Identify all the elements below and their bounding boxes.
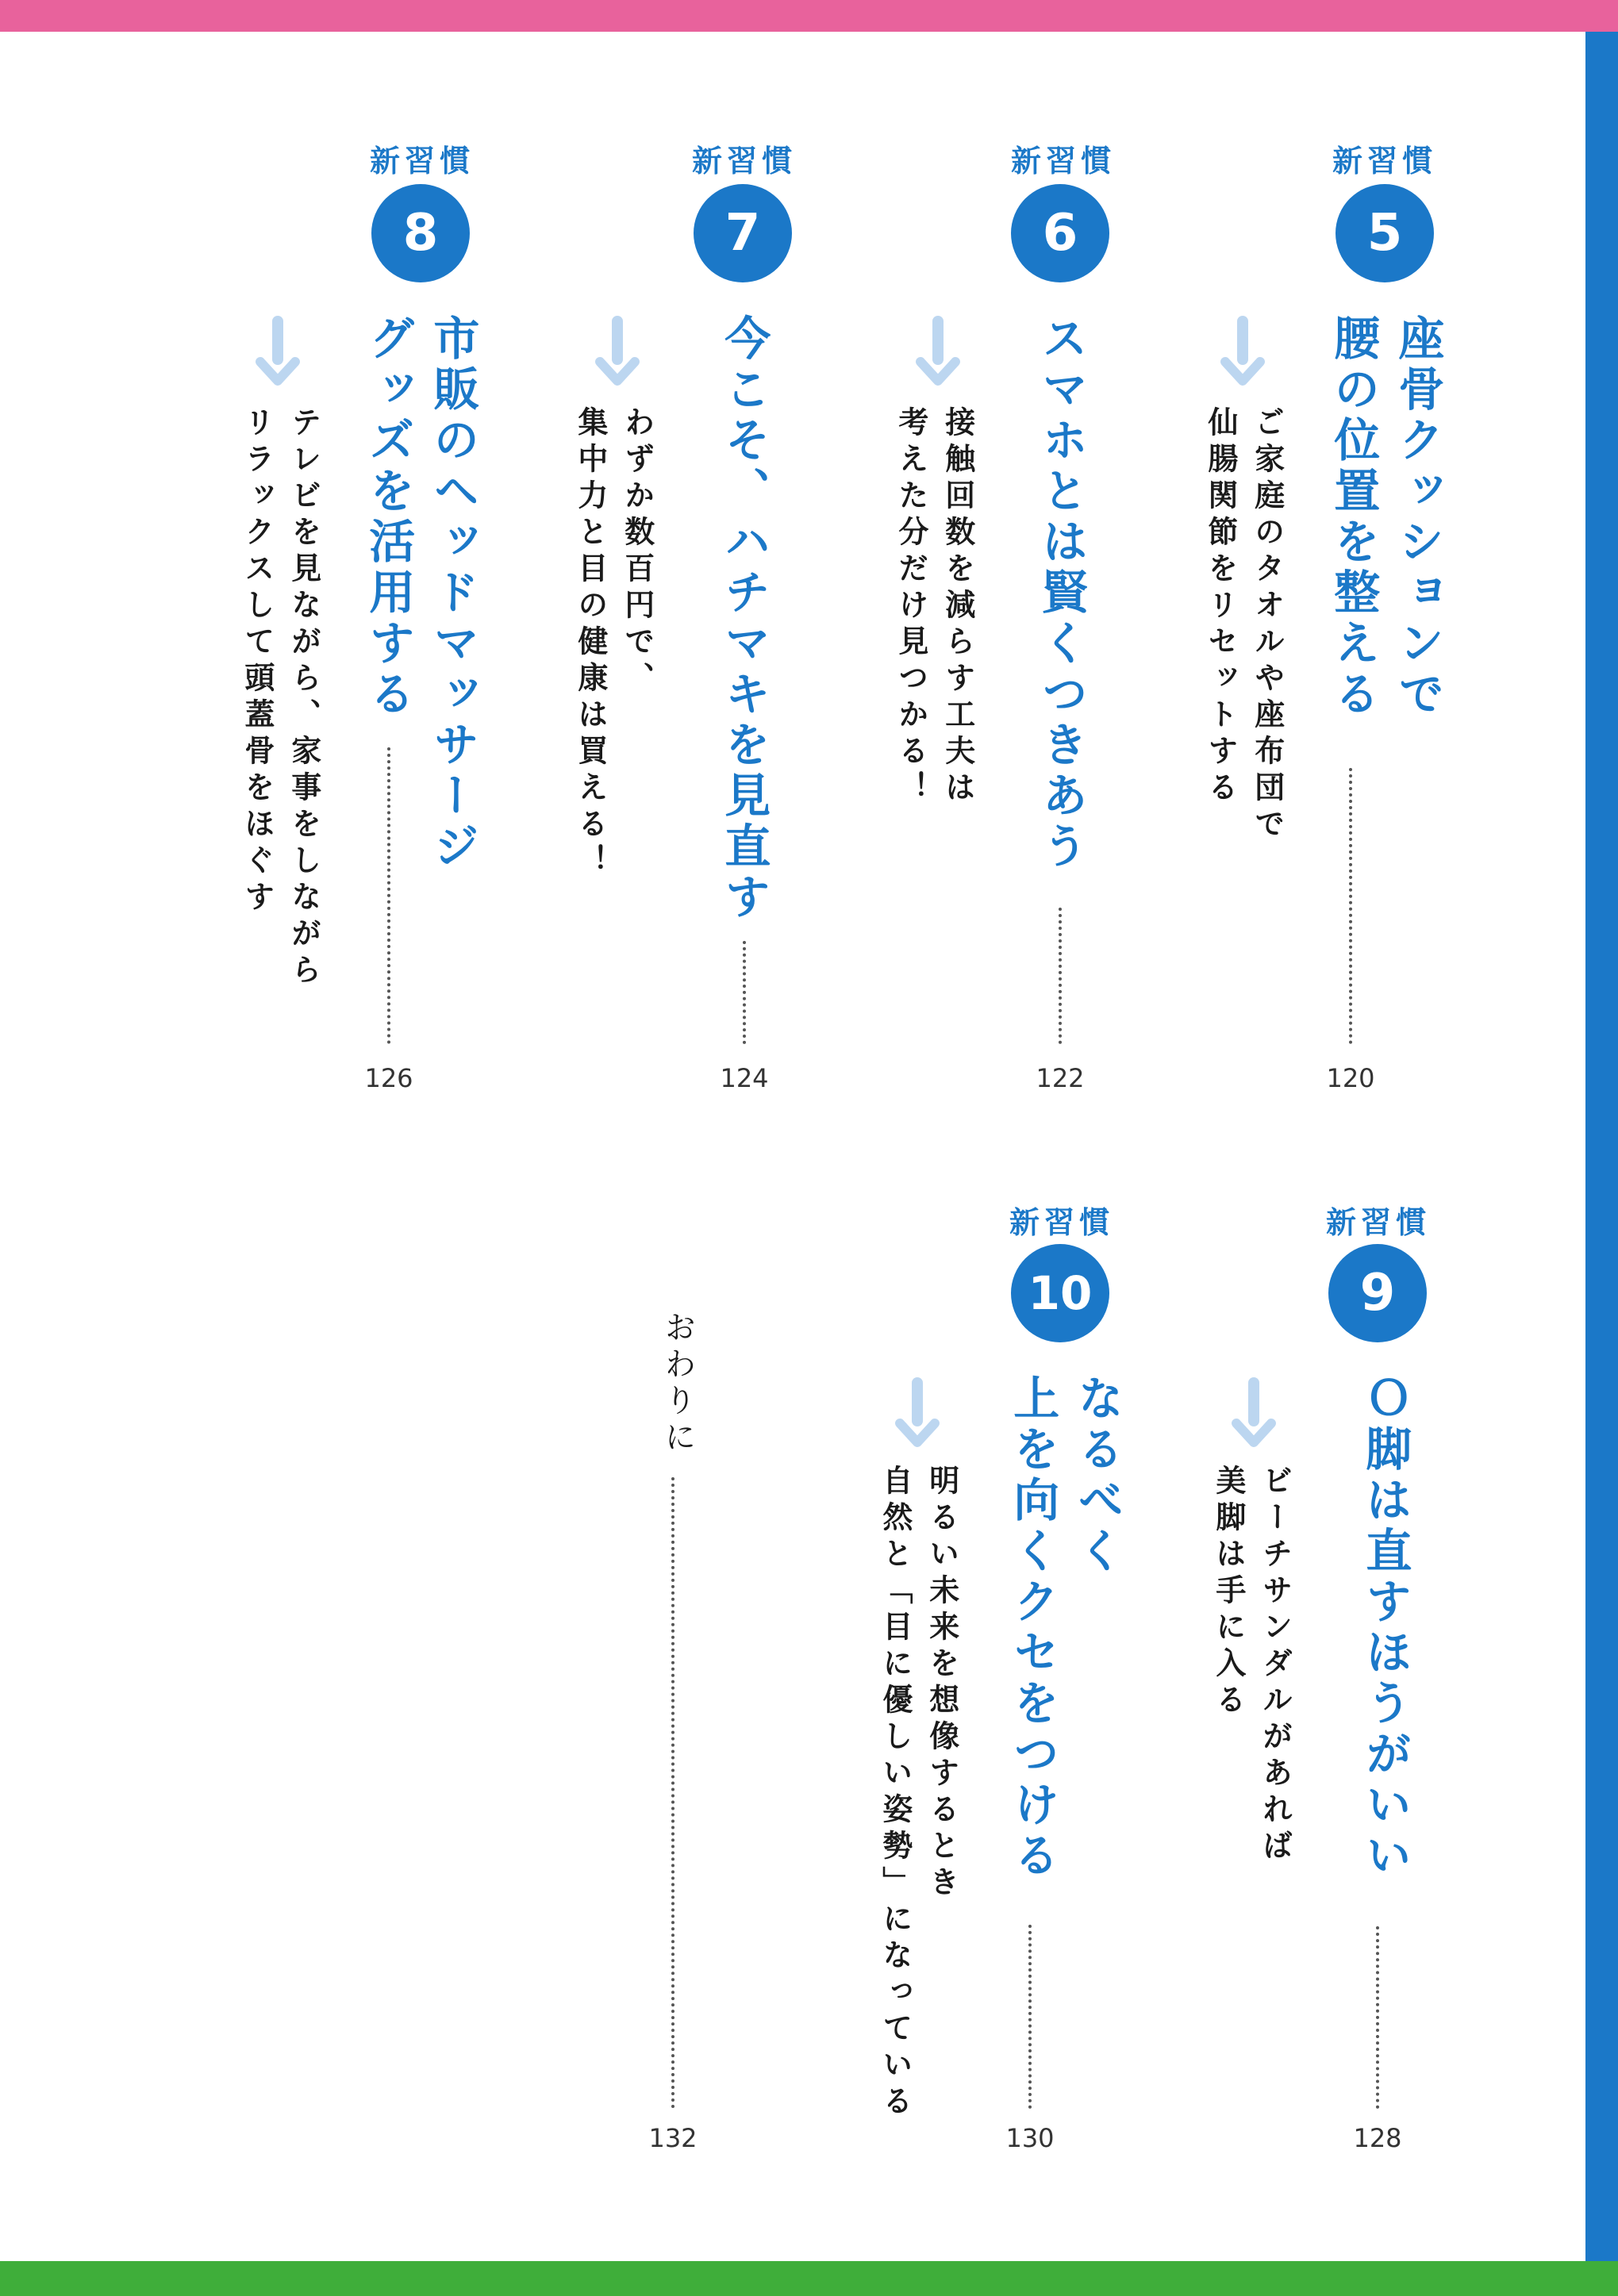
entry-title bbox=[711, 314, 775, 923]
page-number: 130 bbox=[1005, 2123, 1055, 2153]
leader-dots bbox=[743, 941, 746, 1044]
entry-title-line: Ｏ脚は直すほうがいい bbox=[1358, 1374, 1412, 1882]
habit-label: 新習慣 bbox=[1325, 1205, 1431, 1240]
entry-description bbox=[871, 1465, 965, 2121]
entry-description bbox=[1197, 406, 1290, 844]
page-number: 120 bbox=[1326, 1063, 1375, 1093]
entry-description-line: リラックスして頭蓋骨をほぐす bbox=[239, 406, 275, 917]
entry-description-line: ご家庭のタオルや座布団で bbox=[1249, 406, 1285, 844]
entry-description-line: わずか数百円で、 bbox=[619, 406, 655, 698]
entry-title-line: 腰の位置を整える bbox=[1326, 314, 1381, 720]
habit-label: 新習慣 bbox=[1009, 1205, 1114, 1240]
page-number: 122 bbox=[1036, 1063, 1085, 1093]
arrow-down-icon bbox=[916, 316, 960, 389]
entry-title-line: 上を向くクセをつける bbox=[1005, 1374, 1060, 1882]
entry-title-line: 市販のヘッドマッサージ bbox=[425, 314, 480, 873]
entry-description-line: ビーチサンダルがあれば bbox=[1257, 1465, 1293, 1866]
habit-number-badge: 8 bbox=[371, 184, 470, 282]
bottom-color-bar bbox=[0, 2261, 1618, 2296]
entry-title bbox=[1000, 1374, 1128, 1882]
afterword-title: おわりに bbox=[659, 1311, 696, 1457]
entry-title-line: スマホとは賢くつきあう bbox=[1034, 314, 1089, 873]
top-color-bar bbox=[0, 0, 1618, 32]
entry-description bbox=[1205, 1465, 1298, 1866]
leader-dots bbox=[671, 1477, 674, 2109]
entry-description-line: 明るい未来を想像するとき bbox=[924, 1465, 959, 1902]
arrow-down-icon bbox=[1232, 1377, 1276, 1450]
entry-description-line: 美脚は手に入る bbox=[1210, 1465, 1246, 1720]
entry-description-line: テレビを見ながら、家事をしながら bbox=[286, 406, 321, 990]
entry-title bbox=[1320, 314, 1449, 720]
entry-title-line: 今こそ、ハチマキを見直す bbox=[717, 314, 771, 923]
page-number: 124 bbox=[720, 1063, 769, 1093]
entry-title bbox=[355, 314, 484, 873]
entry-description-line: 考えた分だけ見つかる！ bbox=[893, 406, 928, 808]
entry-description-line: 自然と「目に優しい姿勢」になっている bbox=[877, 1465, 913, 2121]
leader-dots bbox=[1349, 768, 1352, 1044]
entry-description-line: 接触回数を減らす工夫は bbox=[940, 406, 975, 808]
leader-dots bbox=[1028, 1925, 1032, 2109]
arrow-down-icon bbox=[256, 316, 300, 389]
habit-label: 新習慣 bbox=[691, 144, 797, 179]
entry-description-line: 仙腸関節をリセットする bbox=[1202, 406, 1238, 808]
page-number: 132 bbox=[648, 2123, 698, 2153]
leader-dots bbox=[1376, 1926, 1379, 2109]
habit-number-badge: 10 bbox=[1011, 1244, 1109, 1342]
arrow-down-icon bbox=[595, 316, 640, 389]
entry-description bbox=[233, 406, 327, 990]
habit-number-badge: 9 bbox=[1328, 1244, 1427, 1342]
leader-dots bbox=[387, 747, 390, 1044]
entry-title-line: なるべく bbox=[1070, 1374, 1124, 1577]
habit-label: 新習慣 bbox=[1010, 144, 1116, 179]
entry-description bbox=[567, 406, 660, 881]
habit-number-badge: 7 bbox=[694, 184, 792, 282]
entry-title bbox=[1352, 1374, 1416, 1882]
entry-description-line: 集中力と目の健康は買える！ bbox=[572, 406, 608, 881]
entry-title bbox=[1028, 314, 1093, 873]
habit-number-badge: 5 bbox=[1336, 184, 1434, 282]
arrow-down-icon bbox=[895, 1377, 940, 1450]
leader-dots bbox=[1059, 908, 1062, 1044]
habit-label: 新習慣 bbox=[1332, 144, 1437, 179]
page-number: 128 bbox=[1353, 2123, 1402, 2153]
arrow-down-icon bbox=[1220, 316, 1265, 389]
entry-description bbox=[887, 406, 981, 808]
habit-label: 新習慣 bbox=[369, 144, 475, 179]
entry-title-line: 座骨クッションで bbox=[1390, 314, 1445, 720]
side-color-bar bbox=[1585, 32, 1618, 2261]
habit-number-badge: 6 bbox=[1011, 184, 1109, 282]
entry-title-line: グッズを活用する bbox=[361, 314, 416, 720]
page-number: 126 bbox=[364, 1063, 413, 1093]
